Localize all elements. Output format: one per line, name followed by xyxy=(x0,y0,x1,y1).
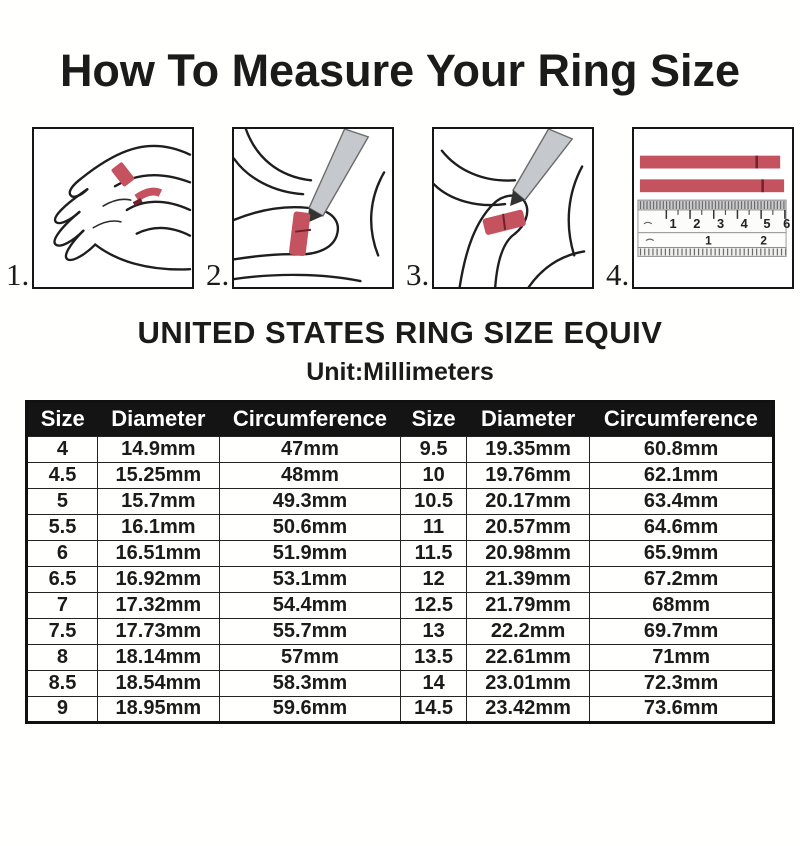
page-title: How To Measure Your Ring Size xyxy=(59,45,741,96)
red-string-end xyxy=(137,191,161,198)
table-cell: 20.57mm xyxy=(466,514,589,540)
ruler-cm-6: 6 xyxy=(783,215,791,231)
table-row xyxy=(27,436,774,462)
table-cell: 72.3mm xyxy=(590,670,774,696)
table-cell: 50.6mm xyxy=(219,514,401,540)
table-cell: 65.9mm xyxy=(590,540,774,566)
table-row xyxy=(27,462,774,488)
table-cell: 21.79mm xyxy=(466,592,589,618)
table-cell: 57mm xyxy=(219,644,401,670)
hand-outline xyxy=(234,129,384,281)
table-cell: 22.61mm xyxy=(466,644,589,670)
table-cell: 14.5 xyxy=(401,696,467,722)
table-cell: 48mm xyxy=(219,462,401,488)
table-cell: 11 xyxy=(401,514,467,540)
step-1-number: 1. xyxy=(6,257,30,293)
table-cell: 55.7mm xyxy=(219,618,401,644)
table-cell: 19.35mm xyxy=(466,436,589,462)
table-row xyxy=(27,644,774,670)
table-cell: 73.6mm xyxy=(590,696,774,722)
strip-1-mark xyxy=(755,155,757,168)
table-cell: 10.5 xyxy=(401,488,467,514)
table-cell: 11.5 xyxy=(401,540,467,566)
table-cell: 15.25mm xyxy=(97,462,219,488)
table-cell: 13.5 xyxy=(401,644,467,670)
table-cell: 68mm xyxy=(590,592,774,618)
ruler-inch-1: 1 xyxy=(705,233,712,248)
table-cell: 10 xyxy=(401,462,467,488)
step-4-panel xyxy=(632,127,794,289)
table-cell: 17.32mm xyxy=(97,592,219,618)
step-2-panel xyxy=(232,127,394,289)
table-cell: 6.5 xyxy=(27,566,98,592)
table-cell: 9 xyxy=(27,696,98,722)
table-cell: 18.95mm xyxy=(97,696,219,722)
table-cell: 16.92mm xyxy=(97,566,219,592)
table-cell: 14 xyxy=(401,670,467,696)
table-cell: 22.2mm xyxy=(466,618,589,644)
table-cell: 20.17mm xyxy=(466,488,589,514)
table-cell: 71mm xyxy=(590,644,774,670)
table-cell: 12.5 xyxy=(401,592,467,618)
table-cell: 60.8mm xyxy=(590,436,774,462)
step-4 xyxy=(606,127,794,293)
red-string-band xyxy=(289,211,311,256)
col-header-circumference-right: Circumference xyxy=(590,401,774,436)
table-cell: 7 xyxy=(27,592,98,618)
table-cell: 54.4mm xyxy=(219,592,401,618)
step-3-number: 3. xyxy=(406,257,430,293)
ruler-cm-4: 4 xyxy=(740,215,748,231)
col-header-size-left: Size xyxy=(27,401,98,436)
step-1-panel xyxy=(32,127,194,289)
table-cell: 6 xyxy=(27,540,98,566)
table-header-row xyxy=(27,401,774,436)
table-cell: 16.1mm xyxy=(97,514,219,540)
table-row xyxy=(27,488,774,514)
chart-heading: UNITED STATES RING SIZE EQUIV xyxy=(137,314,663,350)
table-cell: 18.14mm xyxy=(97,644,219,670)
table-cell: 67.2mm xyxy=(590,566,774,592)
table-cell: 69.7mm xyxy=(590,618,774,644)
ruler-cm-5: 5 xyxy=(763,215,771,231)
table-cell: 59.6mm xyxy=(219,696,401,722)
table-cell: 21.39mm xyxy=(466,566,589,592)
ring-size-table xyxy=(25,400,775,724)
col-header-circumference-left: Circumference xyxy=(219,401,401,436)
table-cell: 4 xyxy=(27,436,98,462)
table-cell: 58.3mm xyxy=(219,670,401,696)
hand-detail-lines xyxy=(93,199,131,227)
table-cell: 14.9mm xyxy=(97,436,219,462)
string-strips-on-ruler-icon xyxy=(634,129,792,287)
ruler-icon xyxy=(638,200,790,256)
pen-icon xyxy=(309,129,368,216)
step-1 xyxy=(6,127,194,293)
strip-2-mark xyxy=(761,179,763,192)
instruction-steps xyxy=(0,127,800,293)
table-cell: 62.1mm xyxy=(590,462,774,488)
table-cell: 53.1mm xyxy=(219,566,401,592)
table-row xyxy=(27,592,774,618)
hand-with-red-string-icon xyxy=(34,129,192,287)
table-cell: 17.73mm xyxy=(97,618,219,644)
red-string-band xyxy=(111,161,135,187)
table-cell: 19.76mm xyxy=(466,462,589,488)
table-row xyxy=(27,670,774,696)
table-cell: 5 xyxy=(27,488,98,514)
ruler-inch-2: 2 xyxy=(760,233,767,248)
table-cell: 20.98mm xyxy=(466,540,589,566)
table-cell: 9.5 xyxy=(401,436,467,462)
table-cell: 5.5 xyxy=(27,514,98,540)
step-3-panel xyxy=(432,127,594,289)
table-row xyxy=(27,618,774,644)
table-row xyxy=(27,514,774,540)
step-4-number: 4. xyxy=(606,257,630,293)
table-cell: 12 xyxy=(401,566,467,592)
table-cell: 15.7mm xyxy=(97,488,219,514)
table-cell: 4.5 xyxy=(27,462,98,488)
table-cell: 23.42mm xyxy=(466,696,589,722)
table-cell: 7.5 xyxy=(27,618,98,644)
col-header-diameter-right: Diameter xyxy=(466,401,589,436)
table-cell: 8 xyxy=(27,644,98,670)
table-cell: 23.01mm xyxy=(466,670,589,696)
pen-marking-string-icon xyxy=(234,129,392,287)
ring-size-table-wrap xyxy=(25,400,775,724)
table-cell: 63.4mm xyxy=(590,488,774,514)
table-cell: 18.54mm xyxy=(97,670,219,696)
unit-label: Unit:Millimeters xyxy=(306,357,494,386)
table-row xyxy=(27,540,774,566)
table-cell: 47mm xyxy=(219,436,401,462)
col-header-size-right: Size xyxy=(401,401,467,436)
pen-icon xyxy=(513,129,572,200)
pen-marking-string-on-finger-icon xyxy=(434,129,592,287)
step-3 xyxy=(406,127,594,293)
ruler-cm-2: 2 xyxy=(693,215,701,231)
col-header-diameter-left: Diameter xyxy=(97,401,219,436)
table-cell: 13 xyxy=(401,618,467,644)
step-2 xyxy=(206,127,394,293)
ruler-cm-1: 1 xyxy=(669,215,677,231)
table-cell: 16.51mm xyxy=(97,540,219,566)
step-2-number: 2. xyxy=(206,257,230,293)
table-row xyxy=(27,566,774,592)
table-cell: 8.5 xyxy=(27,670,98,696)
table-cell: 51.9mm xyxy=(219,540,401,566)
table-cell: 49.3mm xyxy=(219,488,401,514)
string-strip-1 xyxy=(640,155,780,168)
ruler-cm-3: 3 xyxy=(716,215,725,231)
table-row xyxy=(27,696,774,722)
table-cell: 64.6mm xyxy=(590,514,774,540)
